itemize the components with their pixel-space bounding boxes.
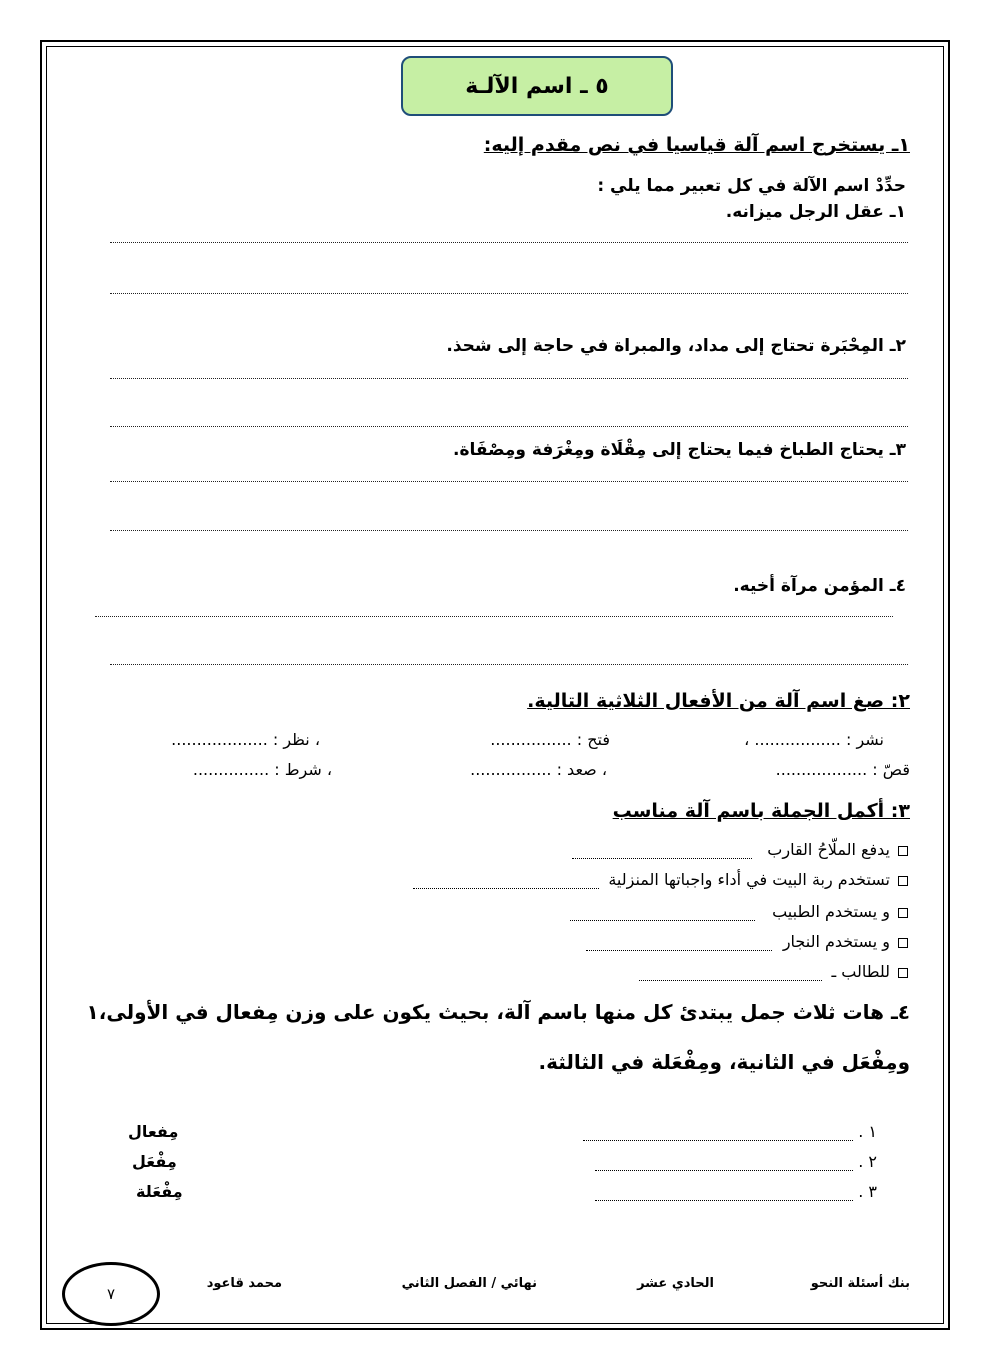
- answer-line[interactable]: [110, 481, 908, 482]
- section4-line2: ومِفْعَل في الثانية، ومِفْعَلة في الثالثة.: [538, 1050, 910, 1074]
- footer-term: نهائي / الفصل الثاني: [401, 1276, 537, 1291]
- checkbox-icon: [898, 938, 908, 948]
- fill-item-text: و يستخدم النجار: [782, 932, 890, 951]
- answer-1: [583, 1122, 877, 1141]
- answer-line[interactable]: [110, 426, 908, 427]
- fill-blank[interactable]: [639, 980, 822, 981]
- fill-item-text: للطالب ـ: [831, 962, 890, 981]
- answer-line[interactable]: [110, 293, 908, 294]
- pattern-label: مِفعال: [128, 1122, 179, 1141]
- answer-number: ٢ .: [858, 1152, 877, 1171]
- section1-instruction: حدِّدْ اسم الآلة في كل تعبير مما يلي :: [597, 176, 906, 196]
- checkbox-icon: [898, 876, 908, 886]
- footer-bank: بنك أسئلة النحو: [810, 1276, 910, 1291]
- answer-line[interactable]: [110, 378, 908, 379]
- fill-item-text: يدفع الملّاحُ القارب: [767, 840, 890, 859]
- answer-blank[interactable]: [595, 1170, 853, 1171]
- verb-fatah: فتح : ................: [490, 730, 610, 749]
- fill-item-4: [586, 932, 908, 951]
- verb-saad: ، صعد : ................: [470, 760, 607, 779]
- lesson-title: ٥ ـ اسم الآلـة: [401, 56, 673, 116]
- answer-blank[interactable]: [595, 1200, 853, 1201]
- section4-line1: ٤ـ هات ثلاث جمل يبتدئ كل منها باسم آلة، بحيث يكون على وزن مِفعال في الأولى،١: [86, 1000, 910, 1024]
- answer-number: ١ .: [858, 1122, 877, 1141]
- fill-blank[interactable]: [570, 920, 755, 921]
- answer-blank[interactable]: [583, 1140, 853, 1141]
- answer-line[interactable]: [95, 616, 893, 617]
- answer-line[interactable]: [110, 530, 908, 531]
- section1-heading: ١ـ يستخرج اسم آلة قياسيا في نص مقدم إليه:: [483, 134, 910, 156]
- answer-line[interactable]: [110, 242, 908, 243]
- fill-item-3: [570, 902, 908, 921]
- checkbox-icon: [898, 846, 908, 856]
- footer-grade: الحادي عشر: [637, 1276, 714, 1291]
- answer-number: ٣ .: [858, 1182, 877, 1201]
- answer-2: [595, 1152, 877, 1171]
- fill-item-text: تستخدم ربة البيت في أداء واجباتها المنزلية: [608, 870, 890, 889]
- fill-blank[interactable]: [413, 888, 599, 889]
- section3-heading: ٣: أكمل الجملة باسم آلة مناسب: [612, 800, 910, 822]
- answer-3: [595, 1182, 877, 1201]
- footer-author: محمد قاعود: [206, 1276, 282, 1291]
- section1-item-2: ٢ـ المِحْبَرة تحتاج إلى مداد، والمبراة في حاجة إلى شحذ.: [446, 336, 906, 356]
- pattern-label: مِفْعَل: [132, 1152, 177, 1171]
- answer-line[interactable]: [110, 664, 908, 665]
- verb-nazar: ، نظر : ...................: [171, 730, 320, 749]
- fill-blank[interactable]: [586, 950, 772, 951]
- section1-item-1: ١ـ عقل الرجل ميزانه.: [725, 202, 906, 222]
- fill-item-2: [413, 870, 908, 889]
- section1-item-4: ٤ـ المؤمن مرآة أخيه.: [733, 576, 906, 596]
- page-number: ٧: [62, 1262, 160, 1326]
- section2-heading: ٢: صغ اسم آلة من الأفعال الثلاثية التالية.: [527, 690, 910, 712]
- section1-item-3: ٣ـ يحتاج الطباخ فيما يحتاج إلى مِقْلَاة ومِغْرَفة ومِصْفَاة.: [453, 440, 906, 460]
- verb-nashar: نشر : ................. ،: [744, 730, 884, 749]
- checkbox-icon: [898, 968, 908, 978]
- checkbox-icon: [898, 908, 908, 918]
- pattern-label: مِفْعَلة: [136, 1182, 183, 1201]
- fill-item-1: [572, 840, 908, 859]
- fill-blank[interactable]: [572, 858, 752, 859]
- verb-qass: قصّ : ..................: [775, 760, 910, 779]
- fill-item-5: [639, 962, 908, 981]
- fill-item-text: و يستخدم الطبيب: [772, 902, 890, 921]
- verb-sharat: ، شرط : ...............: [192, 760, 332, 779]
